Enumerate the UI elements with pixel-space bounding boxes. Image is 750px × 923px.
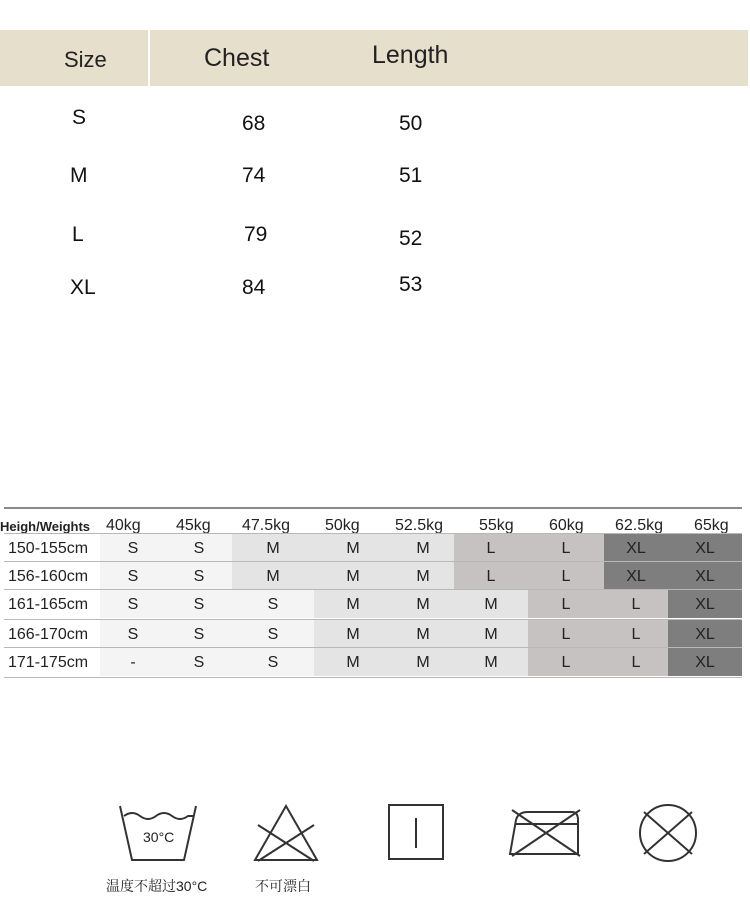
recommended-size-cell: M <box>314 648 392 676</box>
recommended-size-cell: M <box>314 620 392 648</box>
height-range-label: 171-175cm <box>8 654 89 671</box>
recommended-size-cell: L <box>528 620 604 648</box>
weight-header: 65kg <box>694 517 729 534</box>
chest-value: 84 <box>242 276 266 299</box>
recommended-size-cell: M <box>314 590 392 618</box>
size-value: M <box>70 164 88 187</box>
recommended-size-cell: M <box>232 534 314 562</box>
size-column-header: Size <box>64 47 107 72</box>
recommended-size-cell: M <box>454 590 528 618</box>
recommended-size-cell: XL <box>604 562 668 590</box>
length-value: 53 <box>399 273 423 296</box>
recommended-size-cell: L <box>604 620 668 648</box>
recommended-size-cell: S <box>232 648 314 676</box>
wash-temperature-label: 温度不超过30°C <box>106 878 208 894</box>
length-value: 50 <box>399 112 423 135</box>
recommended-size-cell: XL <box>668 534 742 562</box>
chest-value: 74 <box>242 164 266 187</box>
recommended-size-cell: M <box>314 562 392 590</box>
recommended-size-cell: M <box>392 590 454 618</box>
recommended-size-cell: XL <box>668 648 742 676</box>
size-row <box>0 273 748 306</box>
recommended-size-cell: S <box>166 534 232 562</box>
no-bleach-label: 不可漂白 <box>255 878 311 894</box>
length-value: 52 <box>399 227 423 250</box>
recommended-size-cell: L <box>454 534 528 562</box>
weight-header: 40kg <box>106 517 141 534</box>
recommended-size-cell: L <box>454 562 528 590</box>
recommended-size-cell: S <box>100 562 166 590</box>
recommended-size-cell: L <box>528 590 604 618</box>
fit-chart <box>0 507 742 677</box>
height-range-label: 156-160cm <box>8 568 89 585</box>
chest-column-header: Chest <box>204 44 270 72</box>
recommended-size-cell: M <box>392 562 454 590</box>
recommended-size-cell: S <box>232 590 314 618</box>
height-range-label: 161-165cm <box>8 596 89 613</box>
no-iron-icon <box>508 806 582 858</box>
header-divider <box>148 30 150 86</box>
weight-header: 45kg <box>176 517 211 534</box>
recommended-size-cell: L <box>528 534 604 562</box>
recommended-size-cell: S <box>100 620 166 648</box>
recommended-size-cell: L <box>604 648 668 676</box>
height-range-label: 166-170cm <box>8 626 89 643</box>
recommended-size-cell: L <box>528 562 604 590</box>
size-value: S <box>72 106 87 129</box>
size-chart-header <box>0 30 748 86</box>
weight-header: 52.5kg <box>395 517 444 534</box>
chest-value: 79 <box>244 223 268 246</box>
no-dry-clean-icon <box>636 802 700 864</box>
weight-header: 60kg <box>549 517 584 534</box>
recommended-size-cell: M <box>314 534 392 562</box>
length-value: 51 <box>399 164 423 187</box>
recommended-size-cell: XL <box>668 590 742 618</box>
recommended-size-cell: S <box>100 590 166 618</box>
fit-chart-top-rule <box>4 507 742 509</box>
recommended-size-cell: S <box>166 562 232 590</box>
recommended-size-cell: L <box>528 648 604 676</box>
size-row <box>0 106 748 136</box>
size-value: L <box>72 223 84 246</box>
chest-value: 68 <box>242 112 266 135</box>
length-column-header: Length <box>372 41 449 69</box>
recommended-size-cell: S <box>166 620 232 648</box>
size-value: XL <box>70 276 96 299</box>
recommended-size-cell: S <box>232 620 314 648</box>
wash-temperature: 30°C <box>143 829 175 845</box>
recommended-size-cell: XL <box>604 534 668 562</box>
fit-chart-row <box>4 619 742 648</box>
recommended-size-cell: M <box>392 648 454 676</box>
recommended-size-cell: S <box>100 534 166 562</box>
fit-chart-row <box>4 533 742 562</box>
fit-chart-row <box>4 589 742 618</box>
recommended-size-cell: S <box>166 648 232 676</box>
size-row <box>0 223 748 253</box>
size-row <box>0 164 748 194</box>
recommended-size-cell: S <box>166 590 232 618</box>
fit-chart-row <box>4 647 742 676</box>
recommended-size-cell: XL <box>668 620 742 648</box>
fit-chart-bottom-rule <box>4 677 742 678</box>
height-weight-corner-label: Heigh/Weights <box>0 519 91 534</box>
no-bleach-icon <box>252 803 320 863</box>
weight-header: 62.5kg <box>615 517 664 534</box>
weight-header: 50kg <box>325 517 360 534</box>
height-range-label: 150-155cm <box>8 540 89 557</box>
recommended-size-cell: M <box>392 620 454 648</box>
line-dry-icon <box>388 804 444 860</box>
recommended-size-cell: XL <box>668 562 742 590</box>
recommended-size-cell: - <box>100 648 166 676</box>
recommended-size-cell: M <box>454 648 528 676</box>
recommended-size-cell: M <box>392 534 454 562</box>
recommended-size-cell: M <box>232 562 314 590</box>
weight-header: 47.5kg <box>242 517 291 534</box>
recommended-size-cell: L <box>604 590 668 618</box>
recommended-size-cell: M <box>454 620 528 648</box>
fit-chart-row <box>4 561 742 590</box>
weight-header: 55kg <box>479 517 514 534</box>
